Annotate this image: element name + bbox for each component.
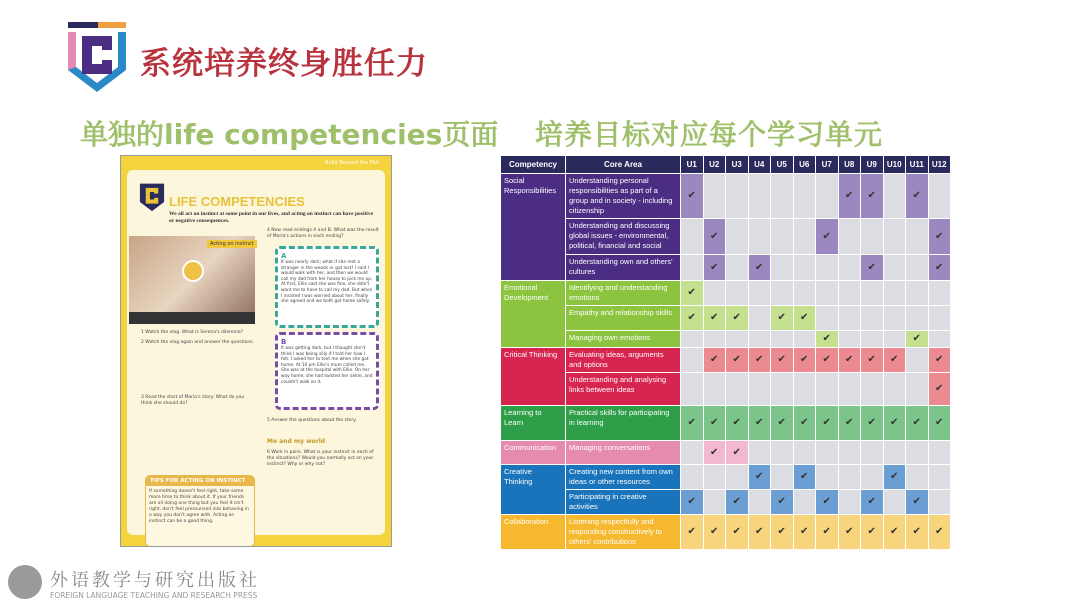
empty-cell [771,373,793,405]
textbook-page-image [120,155,392,547]
check-icon: ✔ [794,348,816,372]
check-icon: ✔ [929,348,951,372]
check-icon: ✔ [884,406,906,440]
empty-cell [861,281,883,305]
core-area-cell: Creating new content from own ideas or other resources [566,465,680,489]
check-icon: ✔ [771,348,793,372]
check-icon: ✔ [771,515,793,549]
question-5: 5 Answer the questions about the story. [267,418,357,423]
empty-cell [906,465,928,489]
empty-cell [749,281,771,305]
table-row [501,174,950,218]
me-and-my-world-heading: Me and my world [267,438,326,445]
empty-cell [794,373,816,405]
empty-cell [749,174,771,218]
check-icon: ✔ [816,219,838,254]
empty-cell [861,441,883,464]
core-area-cell: Understanding and discussing global issues - environmental, political, financial and social [566,219,680,254]
core-area-cell: Participating in creative activities [566,490,680,514]
core-area-cell: Understanding own and others' cultures [566,255,680,280]
left-subtitle: 单独的life competencies页面 [80,118,499,151]
check-icon: ✔ [884,348,906,372]
check-icon: ✔ [749,406,771,440]
table-row [501,255,950,280]
competency-cell: Emotional Development [501,281,565,347]
empty-cell [839,219,861,254]
check-icon: ✔ [704,406,726,440]
competency-cell: Communication [501,441,565,464]
check-icon: ✔ [861,255,883,280]
empty-cell [929,465,951,489]
question-1: 1 Watch the vlog. What is Serena's dilemma? [141,330,244,335]
question-4: 4 Now read endings A and B. What was the result of Maria's actions in each ending? [267,228,379,239]
empty-cell [749,373,771,405]
table-row [501,373,950,405]
empty-cell [884,255,906,280]
empty-cell [794,255,816,280]
empty-cell [884,441,906,464]
publisher-name-cn: 外语教学与研究出版社 [50,570,260,591]
check-icon: ✔ [681,490,703,514]
empty-cell [884,174,906,218]
check-icon: ✔ [906,406,928,440]
core-area-cell: Empathy and relationship skills [566,306,680,330]
check-icon: ✔ [929,406,951,440]
publisher-logo [8,565,42,599]
check-icon: ✔ [726,406,748,440]
ending-a-label: A [281,252,287,260]
question-6: 6 Work in pairs. What is your instinct in each of the situations? Would you normally act on your instinct? Why or why not? [267,450,374,467]
check-icon: ✔ [906,515,928,549]
check-icon: ✔ [681,306,703,330]
core-area-cell: Practical skills for participating in learning [566,406,680,440]
table-row [501,281,950,305]
check-icon: ✔ [839,515,861,549]
empty-cell [839,465,861,489]
check-icon: ✔ [726,441,748,464]
header-unit: U9 [861,156,883,173]
competency-unit-table [500,155,951,550]
empty-cell [704,373,726,405]
book-page-header: Build Beyond the Plot [325,160,379,166]
check-icon: ✔ [929,515,951,549]
check-icon: ✔ [816,348,838,372]
empty-cell [816,281,838,305]
empty-cell [839,255,861,280]
empty-cell [704,174,726,218]
header-unit: U12 [929,156,951,173]
empty-cell [681,219,703,254]
question-3: 3 Read the start of Maria's story. What do you think she should do? [141,395,245,406]
competency-cell: Learning to Learn [501,406,565,440]
empty-cell [726,174,748,218]
core-area-cell: Managing own emotions [566,331,680,347]
competency-cell: Creative Thinking [501,465,565,514]
header-unit: U1 [681,156,703,173]
book-intro: We all act on instinct at some point in our lives, and acting on instinct can have positive or negative consequences. [169,211,374,224]
table-row [501,406,950,440]
table-row [501,465,950,489]
check-icon: ✔ [861,515,883,549]
check-icon: ✔ [884,465,906,489]
empty-cell [771,465,793,489]
check-icon: ✔ [771,306,793,330]
empty-cell [816,255,838,280]
table-row [501,441,950,464]
empty-cell [884,219,906,254]
check-icon: ✔ [681,406,703,440]
page-title: 系统培养终身胜任力 [140,46,428,82]
empty-cell [681,331,703,347]
check-icon: ✔ [681,515,703,549]
header-unit: U4 [749,156,771,173]
empty-cell [749,331,771,347]
check-icon: ✔ [794,406,816,440]
empty-cell [771,174,793,218]
empty-cell [681,348,703,372]
empty-cell [929,331,951,347]
empty-cell [771,255,793,280]
empty-cell [816,441,838,464]
empty-cell [771,219,793,254]
table-row [501,490,950,514]
check-icon: ✔ [704,219,726,254]
check-icon: ✔ [861,174,883,218]
question-2: 2 Watch the vlog again and answer the questions. [141,340,255,345]
empty-cell [906,348,928,372]
empty-cell [839,306,861,330]
check-icon: ✔ [704,515,726,549]
empty-cell [884,331,906,347]
video-controls[interactable] [129,312,255,324]
ending-b-label: B [281,338,287,346]
header-unit: U2 [704,156,726,173]
empty-cell [839,441,861,464]
check-icon: ✔ [794,515,816,549]
check-icon: ✔ [704,306,726,330]
empty-cell [726,281,748,305]
check-icon: ✔ [726,515,748,549]
core-area-cell: Managing conversations [566,441,680,464]
empty-cell [681,441,703,464]
check-icon: ✔ [794,465,816,489]
empty-cell [681,255,703,280]
empty-cell [906,219,928,254]
empty-cell [704,465,726,489]
check-icon: ✔ [816,490,838,514]
check-icon: ✔ [906,174,928,218]
empty-cell [726,255,748,280]
check-icon: ✔ [929,255,951,280]
empty-cell [749,219,771,254]
book-shield-icon [139,182,165,212]
check-icon: ✔ [816,515,838,549]
header-core-area: Core Area [566,156,680,173]
check-icon: ✔ [929,373,951,405]
empty-cell [794,490,816,514]
empty-cell [771,281,793,305]
empty-cell [861,465,883,489]
empty-cell [839,373,861,405]
empty-cell [861,331,883,347]
empty-cell [906,281,928,305]
check-icon: ✔ [816,406,838,440]
empty-cell [816,306,838,330]
empty-cell [929,490,951,514]
header-unit: U6 [794,156,816,173]
core-area-cell: Understanding and analysing links between ideas [566,373,680,405]
header-competency: Competency [501,156,565,173]
empty-cell [884,490,906,514]
empty-cell [929,306,951,330]
empty-cell [906,441,928,464]
check-icon: ✔ [906,490,928,514]
check-icon: ✔ [884,515,906,549]
check-icon: ✔ [749,465,771,489]
table-row [501,348,950,372]
header-unit: U3 [726,156,748,173]
check-icon: ✔ [726,306,748,330]
empty-cell [726,373,748,405]
core-area-cell: Identifying and understanding emotions [566,281,680,305]
book-title: LIFE COMPETENCIES [169,194,305,209]
tips-text: If something doesn't feel right, take some more time to think about it. If your friends are all doing one thing but you feel it isn't right, don't feel pressurised into behaving in a way you don't agree with. Acting on instinct can be a good thing. [149,489,249,524]
empty-cell [681,373,703,405]
ending-b-text: It was getting dark, but I thought she'd think I was being silly if I told her how I felt. I asked her to text me when she got home. At 10 pm Ellie's mum called me. She was at the hospital with Ellie. On her way home, she had twisted her ankle, and couldn't walk on it. [281,346,373,385]
check-icon: ✔ [861,406,883,440]
empty-cell [884,373,906,405]
empty-cell [704,490,726,514]
empty-cell [749,490,771,514]
empty-cell [816,373,838,405]
check-icon: ✔ [726,490,748,514]
check-icon: ✔ [929,219,951,254]
check-icon: ✔ [681,174,703,218]
check-icon: ✔ [749,255,771,280]
table-row [501,306,950,330]
check-icon: ✔ [704,441,726,464]
play-icon[interactable] [182,260,204,282]
ending-a-box [275,246,379,328]
table-row [501,331,950,347]
core-area-cell: Understanding personal responsibilities as part of a group and in society - including citizenship [566,174,680,218]
empty-cell [839,331,861,347]
empty-cell [794,219,816,254]
right-subtitle: 培养目标对应每个学习单元 [535,118,884,151]
check-icon: ✔ [861,490,883,514]
ending-a-text: It was nearly dark; what if she met a stranger in the woods or got lost? I said I would walk with her, and then we would call my dad from her house to pick me up. At first, Ellie said she was fine, she didn't want me to have to call my dad. But when I insisted I was worried about her, finally she agreed and we both got home safely. [281,260,373,305]
check-icon: ✔ [771,406,793,440]
core-area-cell: Evaluating ideas, arguments and options [566,348,680,372]
check-icon: ✔ [861,348,883,372]
check-icon: ✔ [839,174,861,218]
empty-cell [839,490,861,514]
empty-cell [681,465,703,489]
check-icon: ✔ [749,515,771,549]
competency-cell: Collaboration [501,515,565,549]
check-icon: ✔ [794,306,816,330]
ending-b-box [275,332,379,410]
check-icon: ✔ [704,255,726,280]
empty-cell [906,373,928,405]
empty-cell [816,465,838,489]
header-unit: U5 [771,156,793,173]
empty-cell [929,174,951,218]
tips-title: TIPS FOR ACTING ON INSTINCT [146,476,254,486]
header-unit: U7 [816,156,838,173]
empty-cell [839,281,861,305]
empty-cell [816,174,838,218]
tips-box [145,475,255,547]
empty-cell [704,331,726,347]
publisher-name-en: FOREIGN LANGUAGE TEACHING AND RESEARCH PRESS [50,591,258,600]
video-tag: Acting on instinct [207,240,257,248]
empty-cell [726,219,748,254]
empty-cell [794,281,816,305]
competency-cell: Social Responsibilities [501,174,565,280]
empty-cell [771,331,793,347]
empty-cell [771,441,793,464]
header-unit: U10 [884,156,906,173]
check-icon: ✔ [749,348,771,372]
check-icon: ✔ [681,281,703,305]
empty-cell [906,255,928,280]
table-row [501,515,950,549]
check-icon: ✔ [839,348,861,372]
empty-cell [749,441,771,464]
empty-cell [861,306,883,330]
empty-cell [929,281,951,305]
check-icon: ✔ [704,348,726,372]
header-unit: U8 [839,156,861,173]
empty-cell [794,174,816,218]
check-icon: ✔ [771,490,793,514]
check-icon: ✔ [816,331,838,347]
check-icon: ✔ [906,331,928,347]
empty-cell [906,306,928,330]
empty-cell [749,306,771,330]
table-row [501,219,950,254]
check-icon: ✔ [726,348,748,372]
empty-cell [794,331,816,347]
empty-cell [861,373,883,405]
empty-cell [704,281,726,305]
empty-cell [884,281,906,305]
check-icon: ✔ [839,406,861,440]
empty-cell [794,441,816,464]
header-unit: U11 [906,156,928,173]
empty-cell [929,441,951,464]
empty-cell [726,331,748,347]
empty-cell [861,219,883,254]
empty-cell [726,465,748,489]
core-area-cell: Listening respectfully and responding constructively to others' contributions [566,515,680,549]
competency-shield-logo [66,22,128,94]
empty-cell [884,306,906,330]
competency-cell: Critical Thinking [501,348,565,405]
